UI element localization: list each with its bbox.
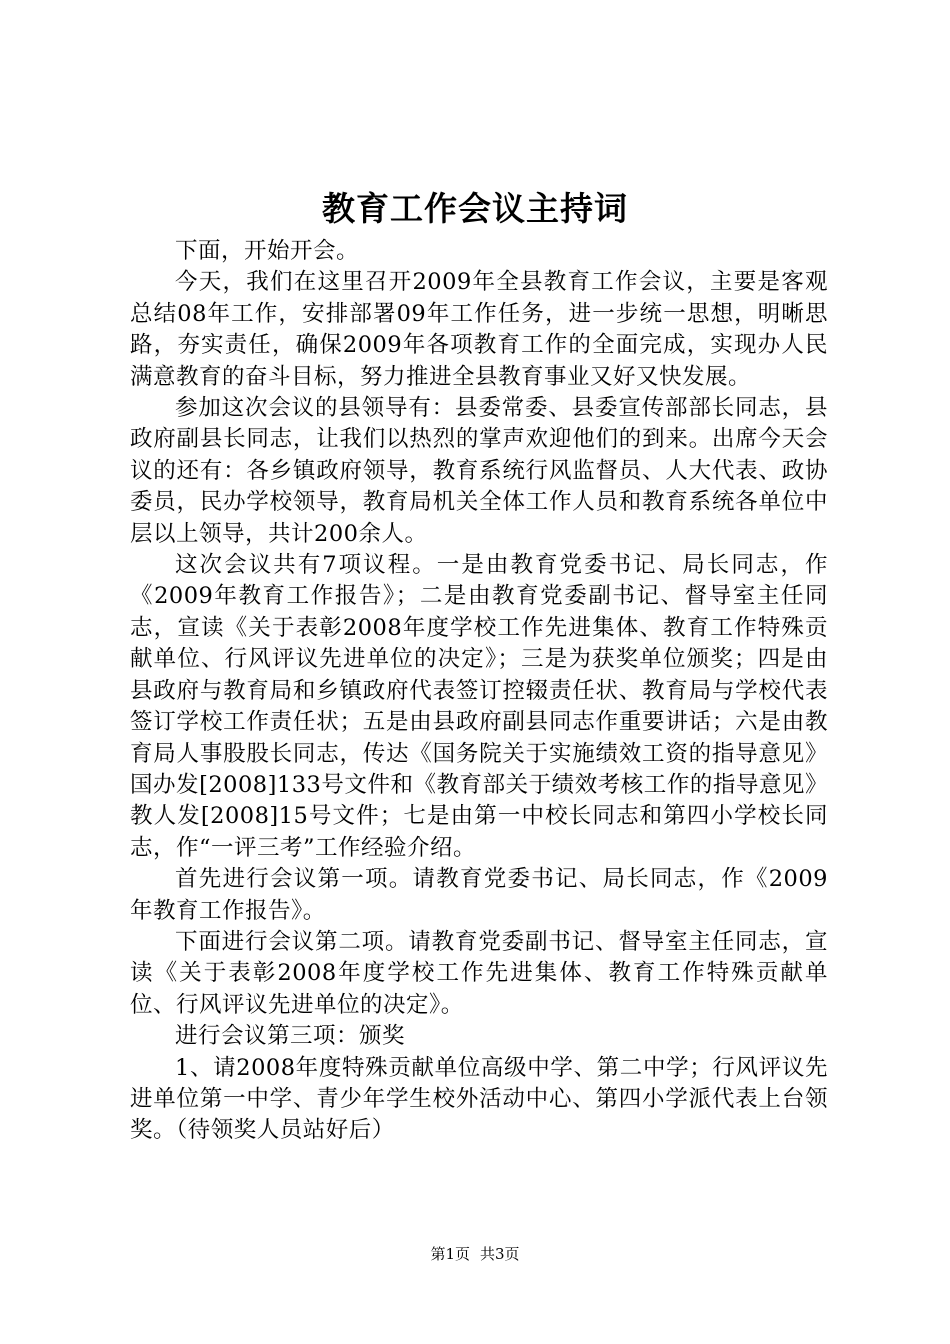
paragraph-attendees: 参加这次会议的县领导有：县委常委、县委宣传部部长同志，县政府副县长同志，让我们以热烈的掌声欢迎他们的到来。出席今天会议的还有：各乡镇政府领导，教育系统行风监督员、人大代表、政协委员，民办学校领导，教育局机关全体工作人员和教育系统各单位中层以上领导，共计200余人。: [130, 395, 828, 547]
paragraph-meeting-purpose: 今天，我们在这里召开2009年全县教育工作会议，主要是客观总结08年工作，安排部署09年工作任务，进一步统一思想，明晰思路，夯实责任，确保2009年各项教育工作的全面完成，实现办人民满意教育的奋斗目标，努力推进全县教育事业又好又快发展。: [130, 269, 828, 390]
paragraph-agenda: 这次会议共有7项议程。一是由教育党委书记、局长同志，作《2009年教育工作报告》；二是由教育党委副书记、督导室主任同志，宣读《关于表彰2008年度学校工作先进集体、教育工作特殊贡献单位、行风评议先进单位的决定》；三是为获奖单位颁奖；四是由县政府与教育局和乡镇政府代表签订控辍责任状、教育局与学校代表签订学校工作责任状；五是由县政府副县同志作重要讲话；六是由教育局人事股股长同志，传达《国务院关于实施绩效工资的指导意见》国办发[2008]133号文件和《教育部关于绩效考核工作的指导意见》教人发[2008]15号文件；七是由第一中校长同志和第四小学校长同志，作“一评三考”工作经验介绍。: [130, 552, 828, 861]
paragraph-item-one: 首先进行会议第一项。请教育党委书记、局长同志，作《2009年教育工作报告》。: [130, 866, 828, 924]
paragraph-item-two: 下面进行会议第二项。请教育党委副书记、督导室主任同志，宣读《关于表彰2008年度学校工作先进集体、教育工作特殊贡献单位、行风评议先进单位的决定》。: [130, 928, 828, 1018]
paragraph-award-one: 1、请2008年度特殊贡献单位高级中学、第二中学；行风评议先进单位第一中学、青少年学生校外活动中心、第四小学派代表上台领奖。（待领奖人员站好后）: [130, 1054, 828, 1144]
page-number: 第1页: [430, 1245, 470, 1263]
document-body: [130, 236, 828, 1147]
paragraph-opening: 下面，开始开会。: [175, 238, 360, 264]
paragraph-item-three: 进行会议第三项：颁奖: [175, 1023, 406, 1050]
page-total: 共3页: [480, 1245, 520, 1263]
document-title: 教育工作会议主持词: [322, 189, 628, 228]
page-footer: [0, 1244, 950, 1264]
